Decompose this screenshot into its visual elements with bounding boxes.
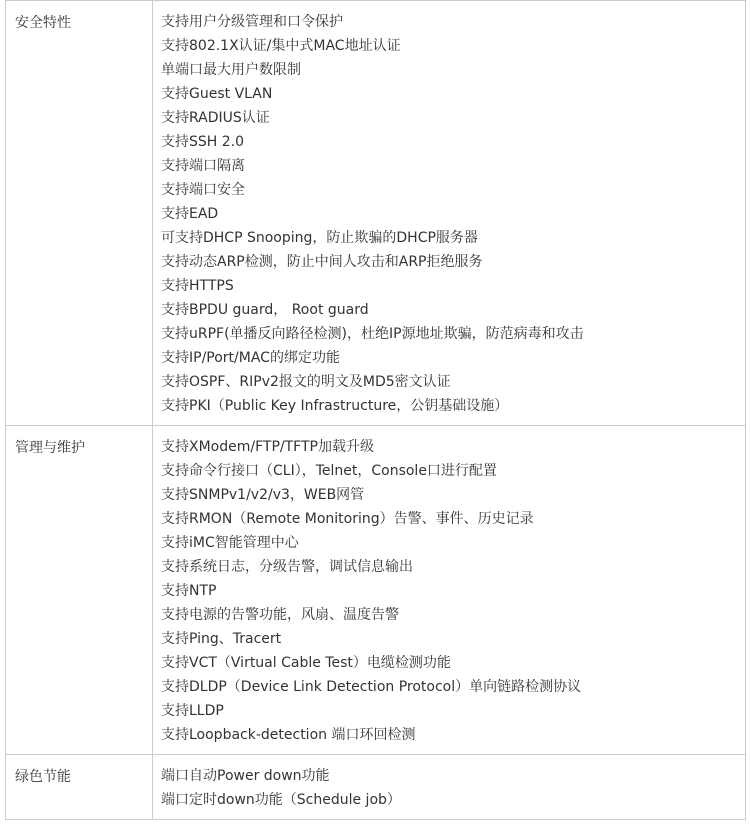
list-item: 支持系统日志，分级告警，调试信息输出 [161,559,413,575]
list-item: 支持NTP [161,583,217,599]
table-row [6,1,746,426]
list-item: 支持RMON（Remote Monitoring）告警、事件、历史记录 [161,511,534,527]
list-item: 支持端口隔离 [161,158,245,174]
list-item: 支持iMC智能管理中心 [161,535,299,551]
category-label: 安全特性 [15,15,71,31]
list-item: 支持端口安全 [161,182,245,198]
list-item: 支持Guest VLAN [161,86,273,102]
list-item: 支持Ping、Tracert [161,631,282,647]
list-item: 支持SNMPv1/v2/v3，WEB网管 [161,487,365,503]
list-item: 支持IP/Port/MAC的绑定功能 [161,350,340,366]
list-item: 支持Loopback-detection 端口环回检测 [161,727,416,743]
list-item: 支持电源的告警功能，风扇、温度告警 [161,607,399,623]
feature-list-cell [153,755,746,820]
list-item: 支持EAD [161,206,219,222]
list-item: 可支持DHCP Snooping，防止欺骗的DHCP服务器 [161,230,478,246]
list-item: 端口自动Power down功能 [161,768,330,784]
feature-list-cell [153,426,746,755]
list-item: 单端口最大用户数限制 [161,62,301,78]
list-item: 支持DLDP（Device Link Detection Protocol）单向链路检测协议 [161,679,582,695]
list-item: 支持VCT（Virtual Cable Test）电缆检测功能 [161,655,451,671]
list-item: 支持命令行接口（CLI），Telnet，Console口进行配置 [161,463,497,479]
category-label: 绿色节能 [15,769,71,785]
list-item: 支持BPDU guard， Root guard [161,302,369,318]
list-item: 支持RADIUS认证 [161,110,270,126]
list-item: 支持LLDP [161,703,224,719]
list-item: 支持uRPF(单播反向路径检测)，杜绝IP源地址欺骗，防范病毒和攻击 [161,326,584,342]
list-item: 支持XModem/FTP/TFTP加载升级 [161,439,374,455]
list-item: 支持OSPF、RIPv2报文的明文及MD5密文认证 [161,374,451,390]
list-item: 支持SSH 2.0 [161,134,245,150]
table-row [6,755,746,820]
feature-list-cell [153,1,746,426]
list-item: 支持HTTPS [161,278,234,294]
spec-table [5,0,746,820]
list-item: 支持动态ARP检测，防止中间人攻击和ARP拒绝服务 [161,254,483,270]
list-item: 支持PKI（Public Key Infrastructure，公钥基础设施） [161,398,509,414]
table-row [6,426,746,755]
category-label: 管理与维护 [15,440,85,456]
list-item: 支持用户分级管理和口令保护 [161,14,343,30]
list-item: 端口定时down功能（Schedule job） [161,792,401,808]
category-cell [6,1,153,426]
category-cell [6,426,153,755]
category-cell [6,755,153,820]
list-item: 支持802.1X认证/集中式MAC地址认证 [161,38,401,54]
